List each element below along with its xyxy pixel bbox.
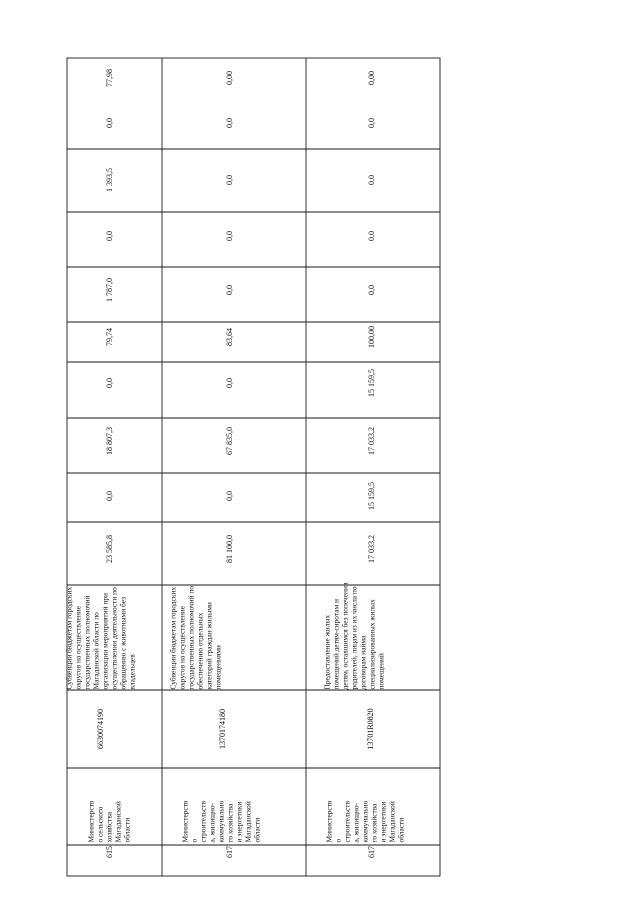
description-line: детям, оставшимся без попечения [340,582,350,690]
ministry-line: и энергетики [234,801,244,843]
value-cell: 79,74 [105,328,114,346]
ministry-line: а, жилищно- [207,803,217,843]
ministry-line: области [122,817,132,843]
ministry-line: Министерств [324,800,334,843]
ministry-line: Магаданской [113,801,123,843]
value-cell: 0,0 [225,231,234,241]
value-cell: 0,00 [225,71,234,85]
value-cell: 67 835,0 [225,427,234,455]
description-line: помещениями [213,645,223,690]
row-code: 617 [367,846,376,858]
value-cell: 17 033,2 [367,427,376,455]
description-line: Предоставление жилых [322,614,332,690]
row-code: 617 [225,846,234,858]
description-line: обеспечению отдельных [195,612,205,690]
ministry-line: о [189,838,199,843]
value-cell: 81 100,0 [225,535,234,563]
description-line: осуществлении деятельности по [109,587,119,690]
ministry-line: строительств [342,800,352,843]
ministry-line: хозяйства [104,811,114,843]
value-cell: 0,0 [225,285,234,295]
ministry-line: области [396,817,406,843]
ministry-line: го хозяйства [225,803,235,843]
description-line: владельцев [127,654,137,690]
value-cell: 23 585,8 [105,535,114,563]
value-cell: 17 033,2 [367,535,376,563]
value-cell: 0,0 [105,231,114,241]
description-line: специализированных жилых [367,599,377,690]
description-line: Субвенции бюджетам городских [64,586,74,690]
value-cell: 0,00 [367,71,376,85]
program-code: 13701R0820 [366,708,375,750]
ministry-line: и энергетики [378,801,388,843]
value-cell: 77,98 [105,69,114,87]
description-line: Субвенции бюджетам городских [168,586,178,690]
ministry-line: Магаданской [243,801,253,843]
description-line: помещений [376,653,386,690]
ministry-line: коммунально [360,800,370,843]
value-cell: 0,0 [225,378,234,388]
ministry-line: Министерств [86,800,96,843]
value-cell: 0,0 [367,285,376,295]
description-line: договорам найма [358,635,368,690]
value-cell: 0,0 [105,378,114,388]
value-cell: 15 159,5 [367,369,376,397]
description-line: организации мероприятий при [100,593,110,690]
ministry-line: о сельского [95,806,105,843]
value-cell: 83,64 [225,328,234,346]
value-cell: 100,00 [367,326,376,348]
ministry-line: а, жилищно- [351,803,361,843]
value-cell: 0,0 [225,491,234,501]
value-cell: 0,0 [225,175,234,185]
ministry-line: области [252,817,262,843]
value-cell: 1 393,5 [105,168,114,192]
value-cell: 0,0 [225,118,234,128]
ministry-line: коммунально [216,800,226,843]
row-code: 615 [105,846,114,858]
description-line: категорий граждан жилыми [204,602,214,690]
program-code: 1370174180 [218,709,227,749]
description-line: Магаданской области по [91,612,101,690]
description-line: родителей, лицам из их числа по [349,586,359,690]
description-line: государственных полномочий по [186,585,196,690]
program-code: 6630074190 [96,709,105,749]
description-line: обращению с животными без [118,597,128,690]
ministry-line: строительств [198,800,208,843]
value-cell: 18 807,3 [105,427,114,455]
description-line: помещений детям-сиротам и [331,599,341,690]
ministry-line: Министерств [180,800,190,843]
value-cell: 0,0 [367,175,376,185]
ministry-line: Магаданской [387,801,397,843]
value-cell: 15 159,5 [367,482,376,510]
value-cell: 1 787,0 [105,278,114,302]
value-cell: 0,0 [105,491,114,501]
ministry-line: го хозяйства [369,803,379,843]
description-line: государственных полномочий [82,595,92,690]
description-line: округов на осуществление [177,605,187,690]
value-cell: 0,0 [367,231,376,241]
description-line: округов на осуществление [73,605,83,690]
value-cell: 0,0 [367,118,376,128]
value-cell: 0,0 [105,118,114,128]
ministry-line: о [333,838,343,843]
